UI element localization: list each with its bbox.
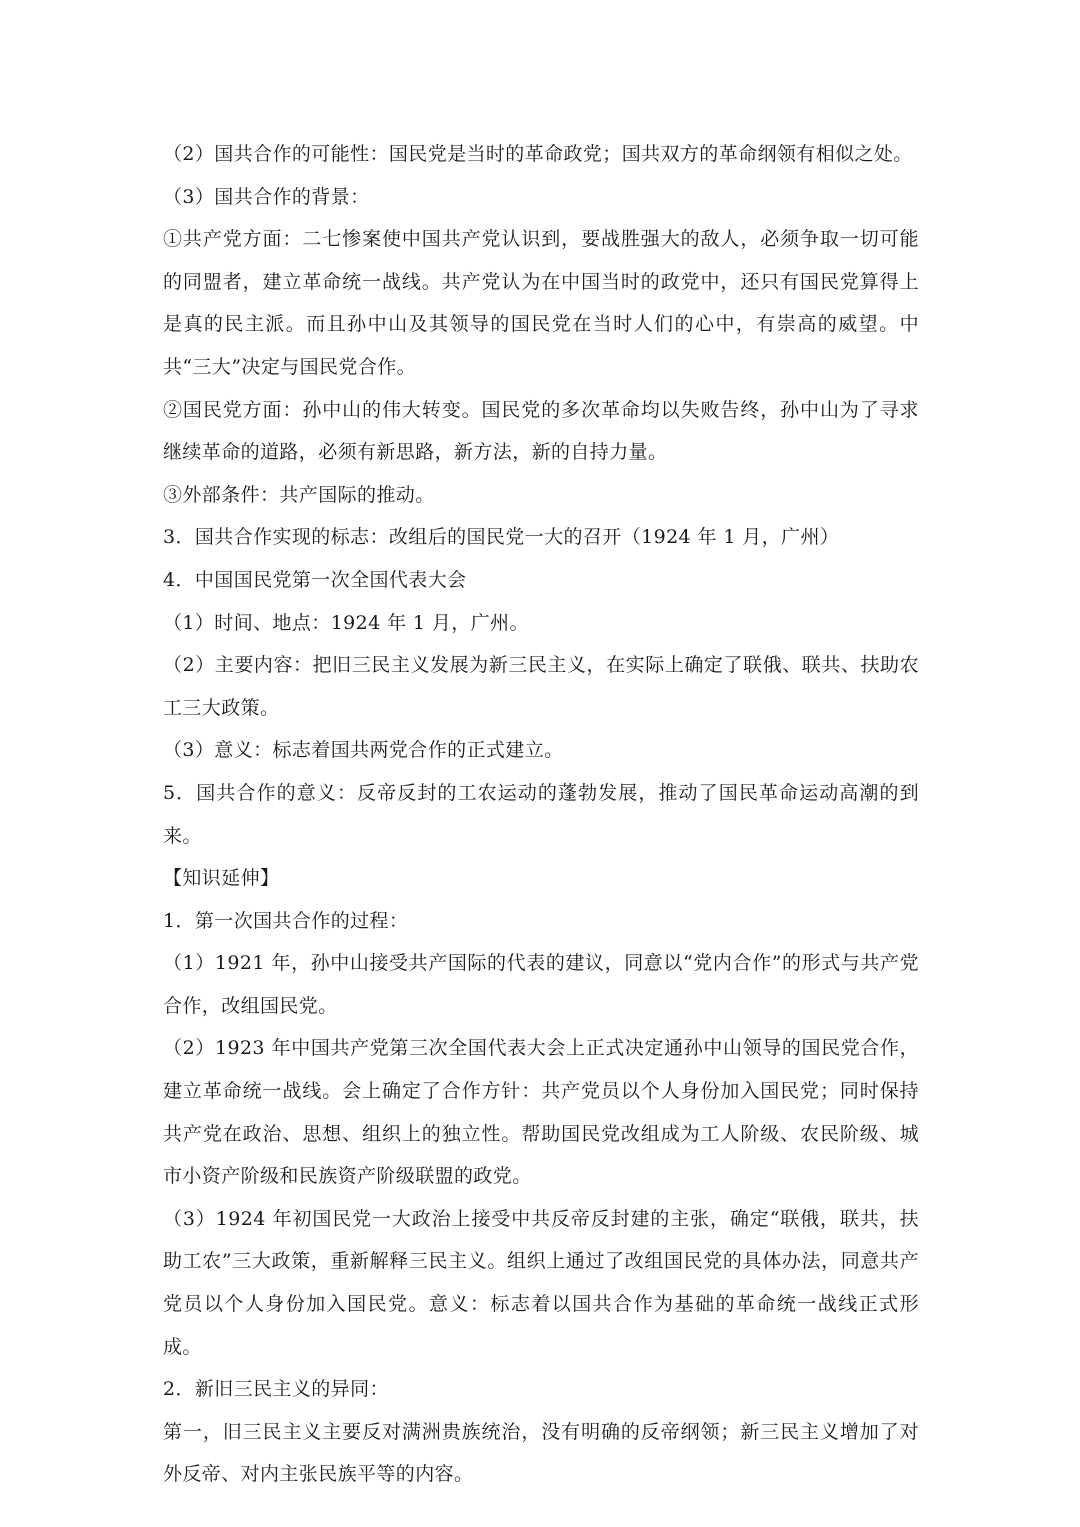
paragraph-three-principles-first: 第一，旧三民主义主要反对满洲贵族统治，没有明确的反帝纲领；新三民主义增加了对外反帝、对内主张民族平等的内容。 <box>163 1420 919 1486</box>
paragraph-communist-party-side: ①共产党方面：二七惨案使中国共产党认识到，要战胜强大的敌人，必须争取一切可能的同盟者，建立革命统一战线。共产党认为在中国当时的政党中，还只有国民党算得上是真的民主派。而且孙中山及其领导的国民党在当时人们的心中，有崇高的威望。中共“三大”决定与国民党合作。 <box>163 228 919 378</box>
paragraph-cooperation-possibility: （2）国共合作的可能性：国民党是当时的革命政党；国共双方的革命纲领有相似之处。 <box>163 143 913 165</box>
paragraph-cooperation-meaning: 5．国共合作的意义：反帝反封的工农运动的蓬勃发展，推动了国民革命运动高潮的到来。 <box>163 781 919 847</box>
paragraph-significance: （3）意义：标志着国共两党合作的正式建立。 <box>163 739 564 762</box>
paragraph-main-content: （2）主要内容：把旧三民主义发展为新三民主义，在实际上确定了联俄、联共、扶助农工三大政策。 <box>163 654 919 719</box>
paragraph-cooperation-milestone: 3．国共合作实现的标志：改组后的国民党一大的召开（1924 年 1 月，广州） <box>163 526 840 549</box>
paragraph-three-principles-heading: 2．新旧三民主义的异同： <box>163 1378 389 1401</box>
paragraph-first-congress-heading: 4．中国国民党第一次全国代表大会 <box>163 568 467 591</box>
paragraph-knowledge-extension-heading: 【知识延伸】 <box>163 867 280 890</box>
paragraph-process-1923: （2）1923 年中国共产党第三次全国代表大会上正式决定通孙中山领导的国民党合作，建立革命统一战线。会上确定了合作方针：共产党员以个人身份加入国民党；同时保持共产党在政治、思想、组织上的独立性。帮助国民党改组成为工人阶级、农民阶级、城市小资产阶级和民族资产阶级联盟的政党。 <box>163 1037 919 1188</box>
paragraph-process-1921: （1）1921 年，孙中山接受共产国际的代表的建议，同意以“党内合作”的形式与共产党合作，改组国民党。 <box>163 952 919 1017</box>
paragraph-external-conditions: ③外部条件：共产国际的推动。 <box>163 483 435 506</box>
paragraph-time-place: （1）时间、地点：1924 年 1 月，广州。 <box>163 611 529 634</box>
paragraph-process-1924: （3）1924 年初国民党一大政治上接受中共反帝反封建的主张，确定“联俄，联共，扶助工农”三大政策，重新解释三民主义。组织上通过了改组国民党的具体办法，同意共产党员以个人身份加入国民党。意义：标志着以国共合作为基础的革命统一战线正式形成。 <box>163 1207 919 1358</box>
paragraph-kuomintang-side: ②国民党方面：孙中山的伟大转变。国民党的多次革命均以失败告终，孙中山为了寻求继续革命的道路，必须有新思路，新方法，新的自持力量。 <box>163 398 919 464</box>
paragraph-cooperation-process-heading: 1．第一次国共合作的过程： <box>163 909 409 932</box>
paragraph-cooperation-background-heading: （3）国共合作的背景： <box>163 185 370 208</box>
document-body <box>163 133 919 1496</box>
